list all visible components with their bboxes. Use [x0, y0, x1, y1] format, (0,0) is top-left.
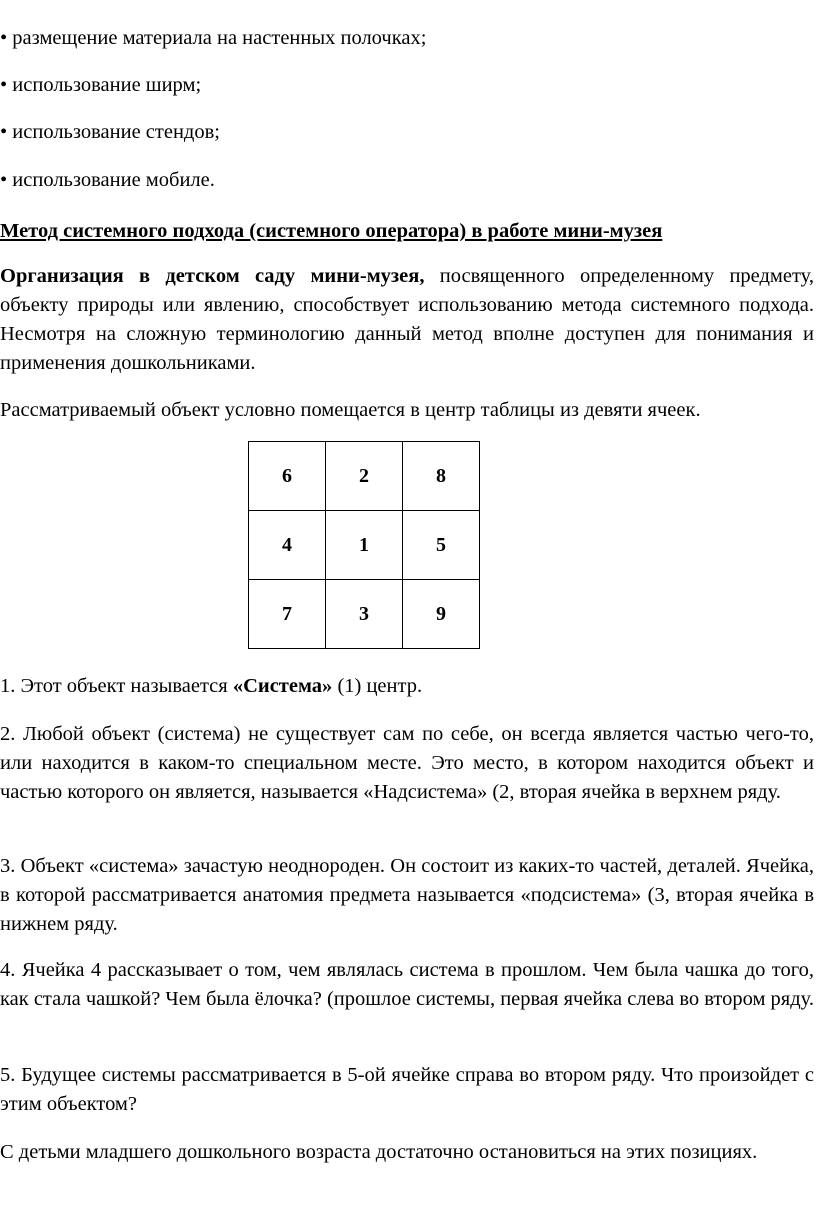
item-2: 2. Любой объект (система) не существует сам по себе, он всегда является частью чего-то, или находится в каком-то специальном месте. Это место, в котором находится объект и частью которого он является, называется «Надсистема» (2, вторая ячейка в верхнем ряду.	[0, 723, 814, 803]
item-1	[0, 672, 814, 701]
item-4: 4. Ячейка 4 рассказывает о том, чем являлась система в прошлом. Чем была чашка до того, как стала чашкой? Чем была ёлочка? (прошлое системы, первая ячейка слева во втором ряду.	[0, 959, 814, 1010]
intro-bold: Организация в детском саду мини-музея,	[0, 265, 425, 287]
section-heading: Метод системного подхода (системного оператора) в работе мини-музея	[0, 220, 663, 242]
grid-cell: 7	[249, 580, 326, 649]
item-1-bold: «Система»	[232, 675, 333, 697]
item-1-text-end: (1) центр.	[332, 675, 423, 697]
bullet-item: • использование ширм;	[0, 74, 202, 96]
closing-paragraph: С детьми младшего дошкольного возраста достаточно остановиться на этих позициях.	[0, 1141, 758, 1163]
bullet-item: • использование мобиле.	[0, 169, 215, 191]
item-3: 3. Объект «система» зачастую неоднороден. Он состоит из каких-то частей, деталей. Ячейка, в которой рассматривается анатомия предмета называется «подсистема» (3, вторая ячейка в нижнем ряду.	[0, 855, 814, 935]
grid-row	[249, 442, 480, 511]
item-5: 5. Будущее системы рассматривается в 5-ой ячейке справа во втором ряду. Что произойдет с этим объектом?	[0, 1064, 814, 1115]
grid-cell: 5	[403, 511, 480, 580]
nine-cell-grid	[248, 441, 480, 649]
bullet-item: • размещение материала на настенных полочках;	[0, 27, 427, 49]
item-1-text: 1. Этот объект называется	[0, 675, 233, 697]
grid-cell: 4	[249, 511, 326, 580]
grid-cell: 2	[326, 442, 403, 511]
grid-row	[249, 580, 480, 649]
table-intro: Рассматриваемый объект условно помещается в центр таблицы из девяти ячеек.	[0, 399, 701, 421]
grid-cell: 8	[403, 442, 480, 511]
grid-row	[249, 511, 480, 580]
grid-cell: 6	[249, 442, 326, 511]
intro-paragraph	[0, 262, 814, 378]
intro-text: посвященного определенному предмету, объекту природы или явлению, способствует использованию метода системного подхода. Несмотря на сложную терминологию данный метод вполне доступен для понимания и применения дошкольниками.	[0, 265, 815, 374]
bullet-item: • использование стендов;	[0, 121, 220, 143]
grid-cell: 3	[326, 580, 403, 649]
grid-cell: 9	[403, 580, 480, 649]
grid-cell: 1	[326, 511, 403, 580]
